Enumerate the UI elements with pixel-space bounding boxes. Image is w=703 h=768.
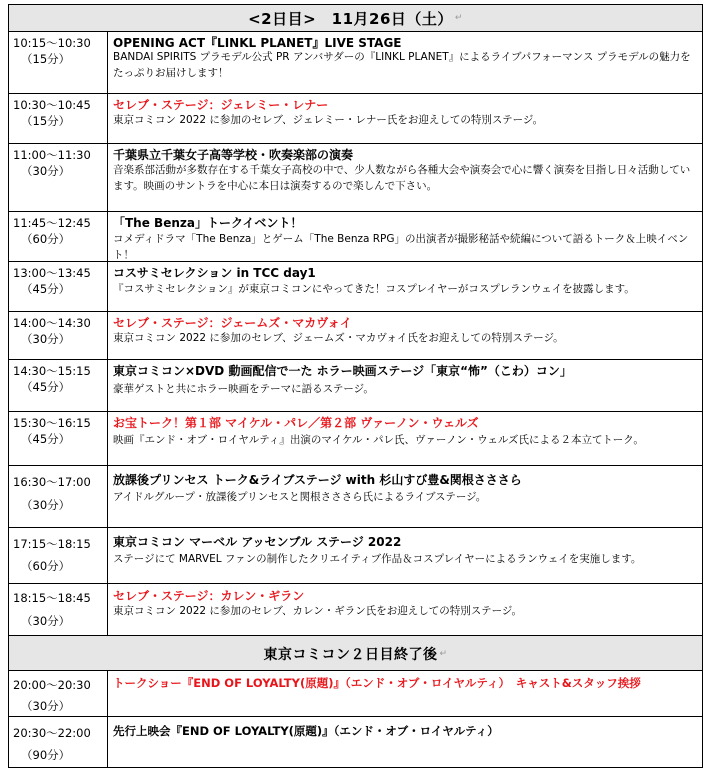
time-cell — [8, 717, 108, 768]
time-cell — [8, 144, 108, 212]
event-description: BANDAI SPIRITS プラモデル公式 PR アンバサダーの『LINKL PLANET』によるライブパフォーマンス プラモデルの魅力をたっぷりお届けします！ — [113, 51, 691, 79]
time-cell — [8, 584, 108, 636]
duration: （45分） — [21, 282, 71, 296]
schedule-row — [0, 360, 703, 412]
event-title: 千葉県立千葉女子高等学校・吹奏楽部の演奏 — [113, 148, 354, 162]
schedule-row — [0, 262, 703, 312]
schedule-row — [0, 412, 703, 466]
event-description: コメディドラマ「The Benza」とゲーム「The Benza RPG」の出演者が撮影秘話や続編について語るトーク＆上映イベント！ — [113, 233, 689, 261]
event-title: 先行上映会『END OF LOYALTY(原題)』（エンド・オブ・ロイヤルティ） — [113, 724, 499, 738]
duration: （60分） — [21, 559, 71, 573]
event-cell — [107, 360, 703, 412]
schedule-row — [0, 466, 703, 528]
time-range: 11:45〜12:45 — [13, 216, 91, 230]
time-cell — [8, 528, 108, 584]
time-cell — [8, 312, 108, 360]
time-range: 14:00〜14:30 — [13, 316, 91, 330]
event-title: セレブ・ステージ：カレン・ギラン — [113, 589, 305, 603]
event-cell — [107, 671, 703, 717]
event-title: セレブ・ステージ：ジェレミー・レナー — [113, 98, 329, 112]
event-cell — [107, 262, 703, 312]
event-title: 東京コミコン マーベル アッセンブル ステージ 2022 — [113, 535, 402, 549]
event-description: 東京コミコン 2022 に参加のセレブ、ジェレミー・レナー氏をお迎えしての特別ステージ。 — [113, 114, 544, 126]
duration: （30分） — [21, 498, 71, 512]
duration: （30分） — [21, 164, 71, 178]
time-cell — [8, 360, 108, 412]
schedule-row — [0, 671, 703, 717]
event-description: 『コスサミセレクション』が東京コミコンにやってきた！コスプレイヤーがコスプレランウェイを披露します。 — [113, 283, 635, 295]
duration: （90分） — [21, 748, 71, 762]
event-cell — [107, 144, 703, 212]
day-header: <2日目> 11月26日（土） ↵ — [0, 4, 703, 32]
event-title: 「The Benza」トークイベント！ — [113, 216, 303, 230]
event-cell — [107, 412, 703, 466]
time-cell — [8, 671, 108, 717]
schedule-row — [0, 717, 703, 768]
duration: （15分） — [21, 114, 71, 128]
time-range: 11:00〜11:30 — [13, 148, 91, 162]
time-cell — [8, 466, 108, 528]
time-range: 14:30〜15:15 — [13, 364, 91, 378]
schedule-row — [0, 212, 703, 262]
time-cell — [8, 212, 108, 262]
event-title: お宝トーク！第１部 マイケル・パレ／第２部 ヴァーノン・ウェルズ — [113, 416, 479, 430]
event-cell — [107, 94, 703, 144]
event-description: 東京コミコン 2022 に参加のセレブ、ジェームズ・マカヴォイ氏をお迎えしての特別ステージ。 — [113, 332, 564, 344]
event-title: 東京コミコン×DVD 動画配信で一た ホラー映画ステージ「東京“怖”（こわ）コン」 — [113, 364, 572, 378]
schedule-row — [0, 312, 703, 360]
event-title: セレブ・ステージ：ジェームズ・マカヴォイ — [113, 316, 352, 330]
schedule-row — [0, 94, 703, 144]
time-range: 13:00〜13:45 — [13, 266, 91, 280]
event-description: ステージにて MARVEL ファンの制作したクリエイティブ作品＆コスプレイヤーによるランウェイを実施します。 — [113, 553, 642, 565]
time-cell — [8, 94, 108, 144]
event-title: トークショー『END OF LOYALTY(原題)』（エンド・オブ・ロイヤルティ） キャスト&スタッフ挨拶 — [113, 676, 641, 690]
event-cell — [107, 312, 703, 360]
event-description: アイドルグループ・放課後プリンセスと関根さささら氏によるライブステージ。 — [113, 491, 487, 503]
time-cell — [8, 262, 108, 312]
time-range: 10:30〜10:45 — [13, 98, 91, 112]
schedule-row — [0, 144, 703, 212]
time-range: 15:30〜16:15 — [13, 416, 91, 430]
time-range: 17:15〜18:15 — [13, 537, 91, 551]
event-title: OPENING ACT『LINKL PLANET』LIVE STAGE — [113, 36, 402, 50]
schedule-row — [0, 32, 703, 94]
time-cell — [8, 32, 108, 94]
duration: （30分） — [21, 614, 71, 628]
event-description: 豪華ゲストと共にホラー映画をテーマに語るステージ。 — [113, 383, 374, 395]
schedule-row — [0, 584, 703, 636]
duration: （30分） — [21, 332, 71, 346]
event-cell — [107, 466, 703, 528]
event-description: 東京コミコン 2022 に参加のセレブ、カレン・ギラン氏をお迎えしての特別ステージ。 — [113, 605, 523, 617]
event-cell — [107, 212, 703, 262]
event-cell — [107, 32, 703, 94]
duration: （60分） — [21, 232, 71, 246]
event-description: 音楽系部活動が多数存在する千葉女子高校の中で、少人数ながら各種大会や演奏会で心に響く演奏を目指し日々活動しています。映画のサントラを中心に本日は演奏するので楽しんで下さい。 — [113, 164, 691, 192]
end-banner-text: 東京コミコン２日目終了後 — [263, 646, 438, 663]
time-range: 18:15〜18:45 — [13, 591, 91, 605]
event-title: コスサミセレクション in TCC day1 — [113, 266, 316, 280]
event-cell — [107, 584, 703, 636]
time-cell — [8, 412, 108, 466]
duration: （45分） — [21, 432, 71, 446]
duration: （30分） — [21, 699, 71, 713]
day-title: <2日目> 11月26日（土） — [248, 9, 453, 28]
event-cell — [107, 528, 703, 584]
duration: （45分） — [21, 380, 71, 394]
schedule-row — [0, 528, 703, 584]
time-range: 16:30〜17:00 — [13, 475, 91, 489]
time-range: 20:30〜22:00 — [13, 726, 91, 740]
event-description: 映画『エンド・オブ・ロイヤルティ』出演のマイケル・パレ氏、ヴァーノン・ウェルズ氏による２本立てトーク。 — [113, 434, 644, 446]
event-title: 放課後プリンセス トーク&ライブステージ with 杉山すび豊&関根さささら — [113, 473, 522, 487]
time-range: 10:15〜10:30 — [13, 36, 91, 50]
duration: （15分） — [21, 52, 71, 66]
event-cell — [107, 717, 703, 768]
end-banner: 東京コミコン２日目終了後 ↵ — [0, 636, 703, 671]
time-range: 20:00〜20:30 — [13, 678, 91, 692]
